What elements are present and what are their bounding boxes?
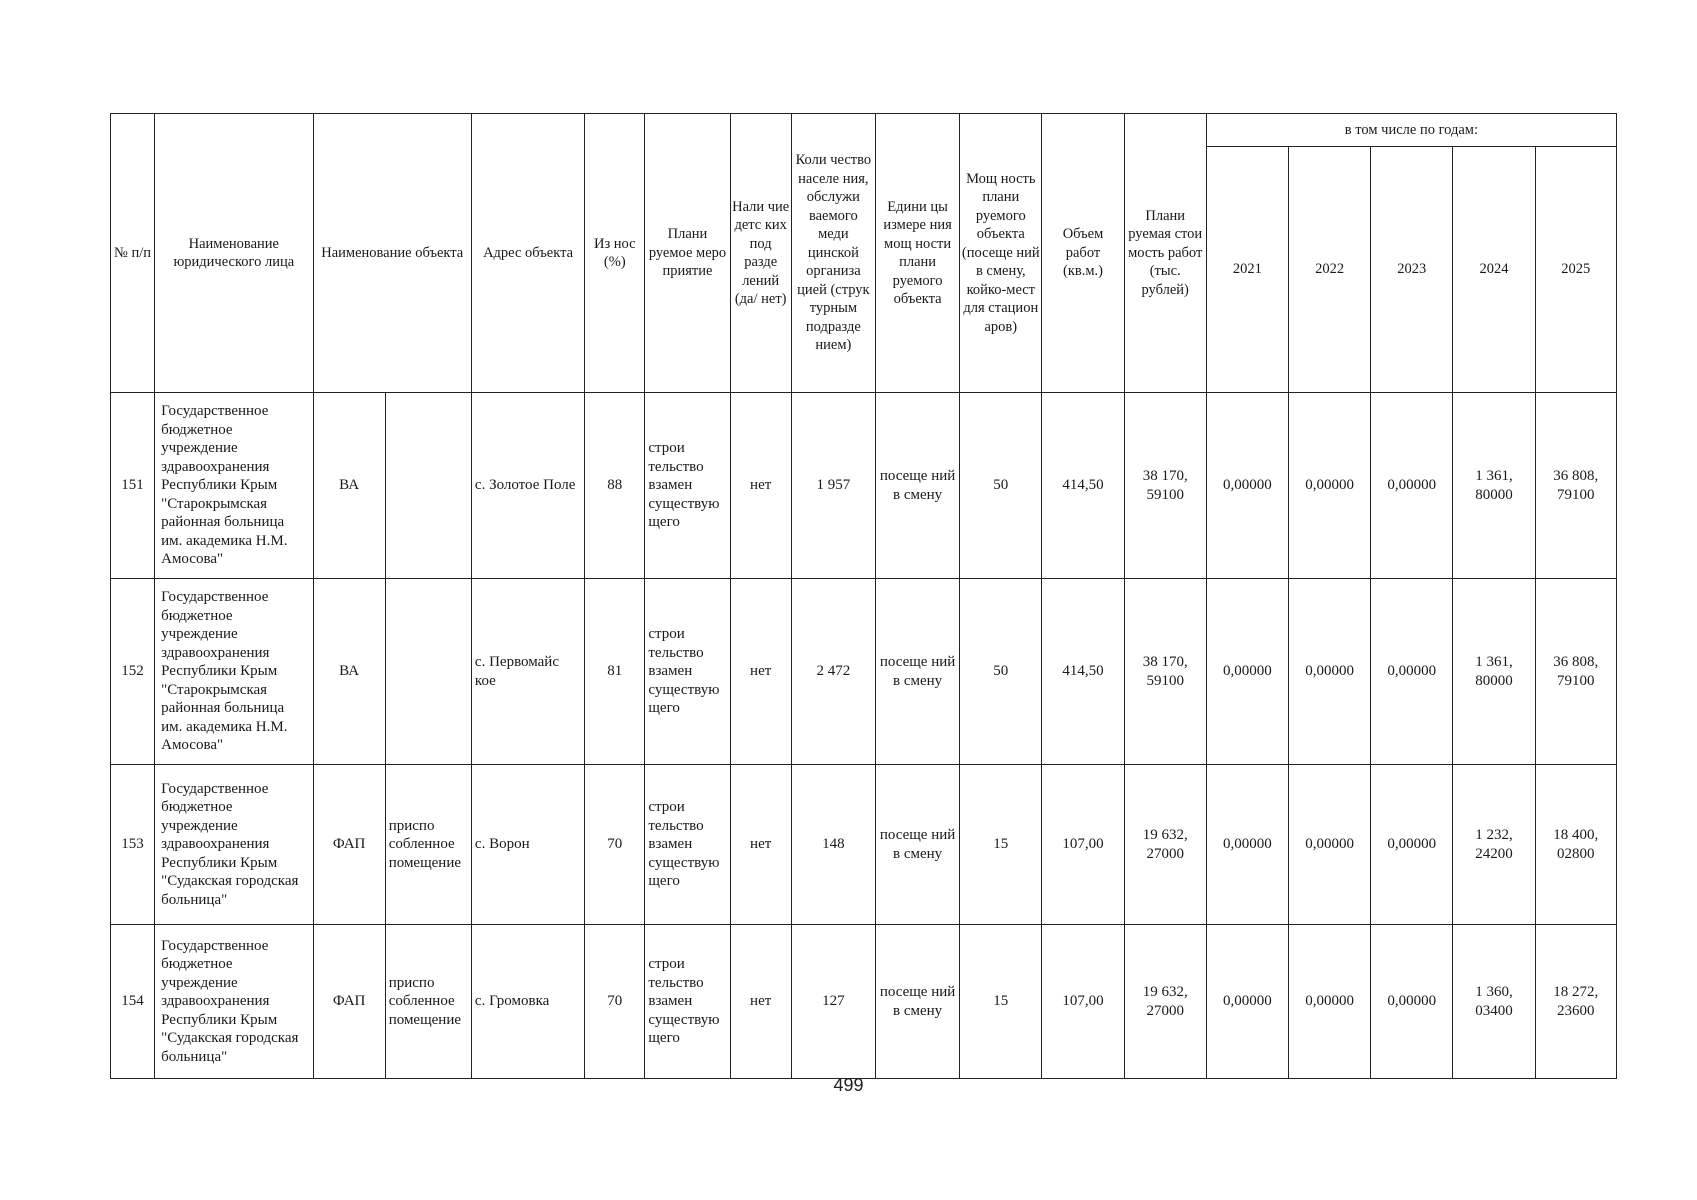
cell-num: 153 — [111, 765, 155, 925]
cell-object — [385, 393, 471, 579]
cell-object: приспо собленное помещение — [385, 925, 471, 1079]
table-row — [111, 765, 1617, 925]
cell-population: 2 472 — [791, 579, 875, 765]
table-row — [111, 579, 1617, 765]
cell-unit: посеще ний в смену — [875, 579, 959, 765]
cell-action: строи тельство взамен существующего — [645, 579, 730, 765]
cell-2024: 1 360, 03400 — [1453, 925, 1535, 1079]
cell-address: с. Первомайс кое — [471, 579, 584, 765]
cell-wear: 88 — [585, 393, 645, 579]
cell-capacity: 50 — [960, 393, 1042, 579]
header-legal-entity: Наименование юридического лица — [155, 114, 313, 393]
cell-2021: 0,00000 — [1206, 393, 1288, 579]
cell-cost: 19 632, 27000 — [1124, 765, 1206, 925]
cell-2023: 0,00000 — [1371, 393, 1453, 579]
table-row — [111, 393, 1617, 579]
cell-capacity: 15 — [960, 925, 1042, 1079]
cell-num: 151 — [111, 393, 155, 579]
cell-2023: 0,00000 — [1371, 925, 1453, 1079]
cell-2024: 1 361, 80000 — [1453, 579, 1535, 765]
page-number: 499 — [833, 1075, 864, 1095]
cell-num: 152 — [111, 579, 155, 765]
cell-children: нет — [730, 393, 791, 579]
cell-type: ВА — [313, 393, 385, 579]
cell-address: с. Ворон — [471, 765, 584, 925]
cell-population: 148 — [791, 765, 875, 925]
cell-2022: 0,00000 — [1289, 925, 1371, 1079]
cell-org: Государственное бюджетное учреждение здравоохранения Республики Крым "Судакская городская больница" — [155, 765, 313, 925]
cell-2025: 36 808, 79100 — [1535, 579, 1616, 765]
cell-unit: посеще ний в смену — [875, 925, 959, 1079]
cell-cost: 19 632, 27000 — [1124, 925, 1206, 1079]
cell-2025: 36 808, 79100 — [1535, 393, 1616, 579]
cell-2022: 0,00000 — [1289, 765, 1371, 925]
cell-wear: 70 — [585, 925, 645, 1079]
cell-2022: 0,00000 — [1289, 393, 1371, 579]
cell-type: ФАП — [313, 765, 385, 925]
cell-2021: 0,00000 — [1206, 579, 1288, 765]
cell-unit: посеще ний в смену — [875, 765, 959, 925]
cell-num: 154 — [111, 925, 155, 1079]
cell-object — [385, 579, 471, 765]
header-year-2024: 2024 — [1453, 147, 1535, 393]
header-year-2025: 2025 — [1535, 147, 1616, 393]
cell-type: ВА — [313, 579, 385, 765]
cell-cost: 38 170, 59100 — [1124, 579, 1206, 765]
cell-address: с. Золотое Поле — [471, 393, 584, 579]
header-year-2022: 2022 — [1289, 147, 1371, 393]
header-by-years: в том числе по годам: — [1206, 114, 1616, 147]
cell-2025: 18 272, 23600 — [1535, 925, 1616, 1079]
cell-children: нет — [730, 765, 791, 925]
header-year-2023: 2023 — [1371, 147, 1453, 393]
cell-unit: посеще ний в смену — [875, 393, 959, 579]
cell-volume: 107,00 — [1042, 925, 1124, 1079]
header-wear: Из нос (%) — [585, 114, 645, 393]
header-object-name: Наименование объекта — [313, 114, 471, 393]
cell-type: ФАП — [313, 925, 385, 1079]
cell-population: 127 — [791, 925, 875, 1079]
cell-wear: 81 — [585, 579, 645, 765]
header-population: Коли чество населе ния, обслужи ваемого меди цинской организа цией (струк турным подразде нием) — [791, 114, 875, 393]
cell-object: приспо собленное помещение — [385, 765, 471, 925]
cell-action: строи тельство взамен существующего — [645, 925, 730, 1079]
cell-org: Государственное бюджетное учреждение здравоохранения Республики Крым "Старокрымская районная больница им. академика Н.М. Амосова" — [155, 393, 313, 579]
cell-action: строи тельство взамен существующего — [645, 765, 730, 925]
header-planned-action: Плани руемое меро приятие — [645, 114, 730, 393]
header-cost: Плани руемая стои мость работ (тыс. рублей) — [1124, 114, 1206, 393]
cell-org: Государственное бюджетное учреждение здравоохранения Республики Крым "Старокрымская районная больница им. академика Н.М. Амосова" — [155, 579, 313, 765]
header-num: № п/п — [111, 114, 155, 393]
cell-2023: 0,00000 — [1371, 765, 1453, 925]
cell-address: с. Громовка — [471, 925, 584, 1079]
cell-capacity: 50 — [960, 579, 1042, 765]
cell-2022: 0,00000 — [1289, 579, 1371, 765]
cell-2021: 0,00000 — [1206, 765, 1288, 925]
cell-capacity: 15 — [960, 765, 1042, 925]
cell-2024: 1 232, 24200 — [1453, 765, 1535, 925]
cell-volume: 414,50 — [1042, 579, 1124, 765]
cell-2025: 18 400, 02800 — [1535, 765, 1616, 925]
header-year-2021: 2021 — [1206, 147, 1288, 393]
header-children-units: Нали чие детс ких под разде лений (да/ нет) — [730, 114, 791, 393]
cell-action: строи тельство взамен существующего — [645, 393, 730, 579]
cell-children: нет — [730, 579, 791, 765]
cell-children: нет — [730, 925, 791, 1079]
header-capacity-unit: Едини цы измере ния мощ ности плани руемого объекта — [875, 114, 959, 393]
cell-wear: 70 — [585, 765, 645, 925]
cell-cost: 38 170, 59100 — [1124, 393, 1206, 579]
header-capacity: Мощ ность плани руемого объекта (посеще ний в смену, койко-мест для стацион аров) — [960, 114, 1042, 393]
header-volume: Объем работ (кв.м.) — [1042, 114, 1124, 393]
header-address: Адрес объекта — [471, 114, 584, 393]
cell-2024: 1 361, 80000 — [1453, 393, 1535, 579]
table-row — [111, 925, 1617, 1079]
investment-table — [110, 113, 1617, 1079]
cell-org: Государственное бюджетное учреждение здравоохранения Республики Крым "Судакская городская больница" — [155, 925, 313, 1079]
cell-volume: 107,00 — [1042, 765, 1124, 925]
cell-volume: 414,50 — [1042, 393, 1124, 579]
cell-2021: 0,00000 — [1206, 925, 1288, 1079]
cell-2023: 0,00000 — [1371, 579, 1453, 765]
cell-population: 1 957 — [791, 393, 875, 579]
